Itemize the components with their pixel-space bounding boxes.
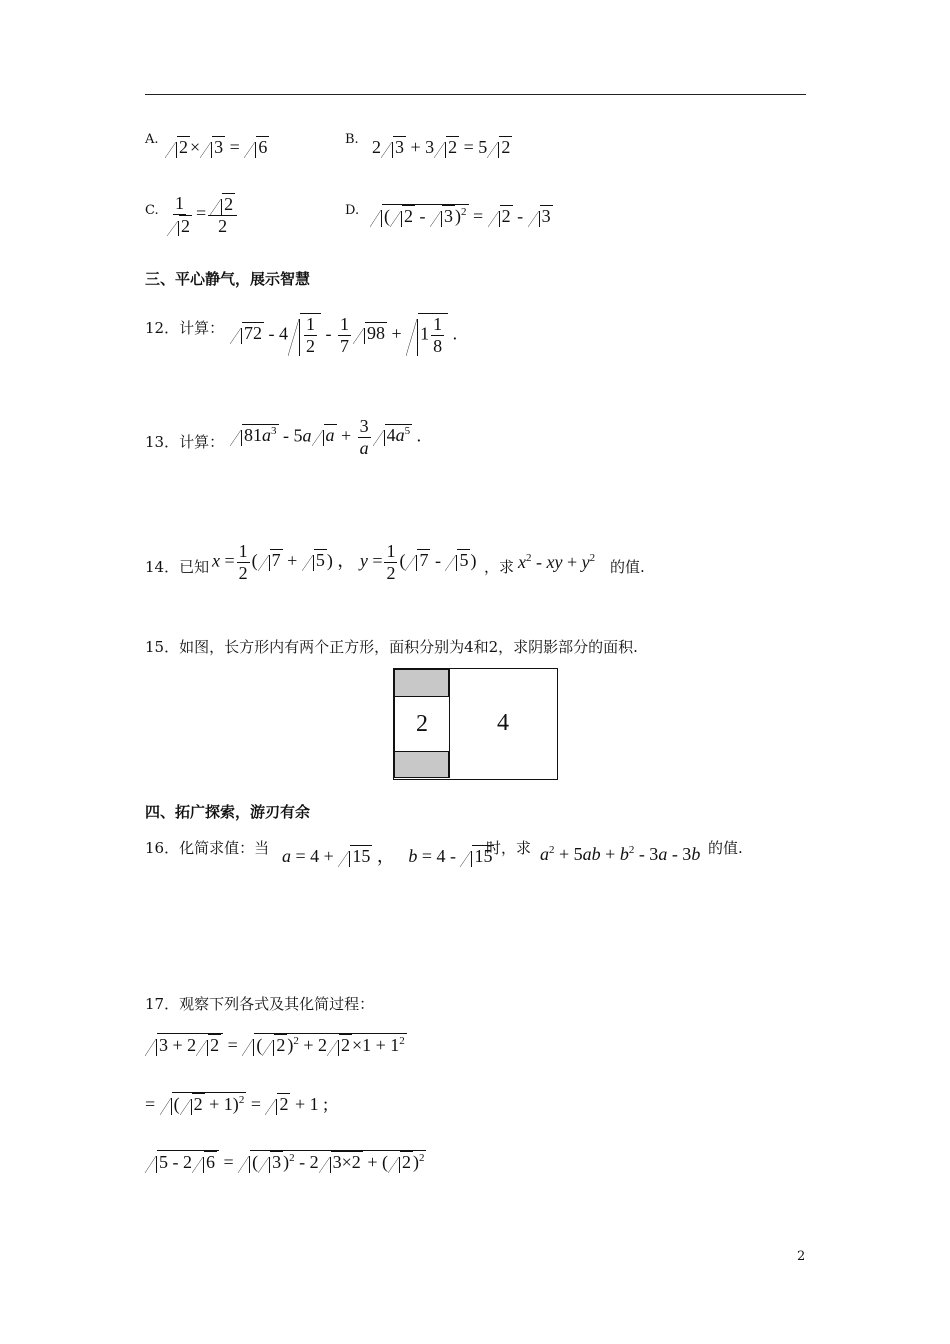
- q14-formula-target: $x^2$ - xy + $y^2$: [518, 552, 596, 572]
- q17-line-3: 5 - 2 6 = ( 3 )$^2$ - 2 3×2 + ( 2 )$^2$: [145, 1150, 426, 1173]
- option-b-formula: 2 3 + 3 2 = 5 2: [372, 137, 511, 157]
- small-square-label: 2: [416, 710, 428, 737]
- q14-suffix: 的值.: [610, 558, 645, 576]
- q16-formula-target: $a^2 + 5ab + b^2 - 3a - 3b$: [540, 844, 701, 864]
- small-square: [394, 696, 450, 752]
- header-rule: [145, 94, 806, 95]
- q15-text: 15．如图，长方形内有两个正方形，面积分别为4和2，求阴影部分的面积.: [145, 638, 638, 656]
- option-d-formula: ( 2 - 3 )$^2$ = 2 - 3: [370, 204, 553, 227]
- q16-formula-ab: a = 4 + 15 ， b = 4 - 15: [282, 846, 493, 866]
- option-c-label: C.: [145, 203, 159, 218]
- section-four-heading: 四、拓广探索，游刃有余: [145, 803, 311, 821]
- q17-line-1: 3 + 2 2 = ( 2 )$^2$ + 2 $2 \times 1 + 1^2$: [145, 1033, 407, 1056]
- q14-formula-xy: x = $\frac{1}{2}$ ( 7 + 5 ) ， y = $\frac{1}{2}$ ( 7 - 5 ): [212, 541, 477, 583]
- large-square-label: 4: [497, 710, 509, 736]
- option-d-label: D.: [345, 203, 360, 218]
- q13-prefix: 13．计算：: [145, 433, 225, 451]
- shaded-region-top: [394, 669, 449, 697]
- section-three-heading: 三、平心静气，展示智慧: [145, 270, 311, 288]
- q17-text: 17．观察下列各式及其化简过程：: [145, 995, 375, 1013]
- q16-suffix: 的值.: [708, 839, 743, 857]
- option-c-formula: $\frac{1}{2}$ = $\frac{2}{2}$: [163, 193, 239, 236]
- q12-prefix: 12．计算：: [145, 319, 225, 337]
- q16-prefix: 16．化简求值：当: [145, 839, 270, 857]
- option-a-label: A.: [145, 132, 159, 147]
- q12-formula: 72 - 4 $\frac{1}{2}$ - $\frac{1}{7}$ 98 + 1 $\frac{1}{8}$ .: [230, 313, 457, 356]
- q13-formula: $81a^3 - 5a$ a + $\frac{3}{a}$ $4a^5$ .: [230, 416, 421, 458]
- rectangle-figure: [393, 668, 558, 780]
- q14-prefix: 14．已知: [145, 558, 210, 576]
- option-b-label: B.: [345, 132, 359, 147]
- q16-mid: 时，求: [486, 839, 532, 857]
- q17-line-2: = ( 2 + 1)$^2$ = 2 + 1 ;: [145, 1094, 329, 1114]
- q14-mid: ，求: [484, 558, 515, 576]
- large-square: [449, 669, 556, 778]
- shaded-region-bottom: [394, 751, 449, 778]
- page-number: 2: [797, 1249, 806, 1264]
- option-a-formula: 2 × 3 = 6: [165, 136, 269, 158]
